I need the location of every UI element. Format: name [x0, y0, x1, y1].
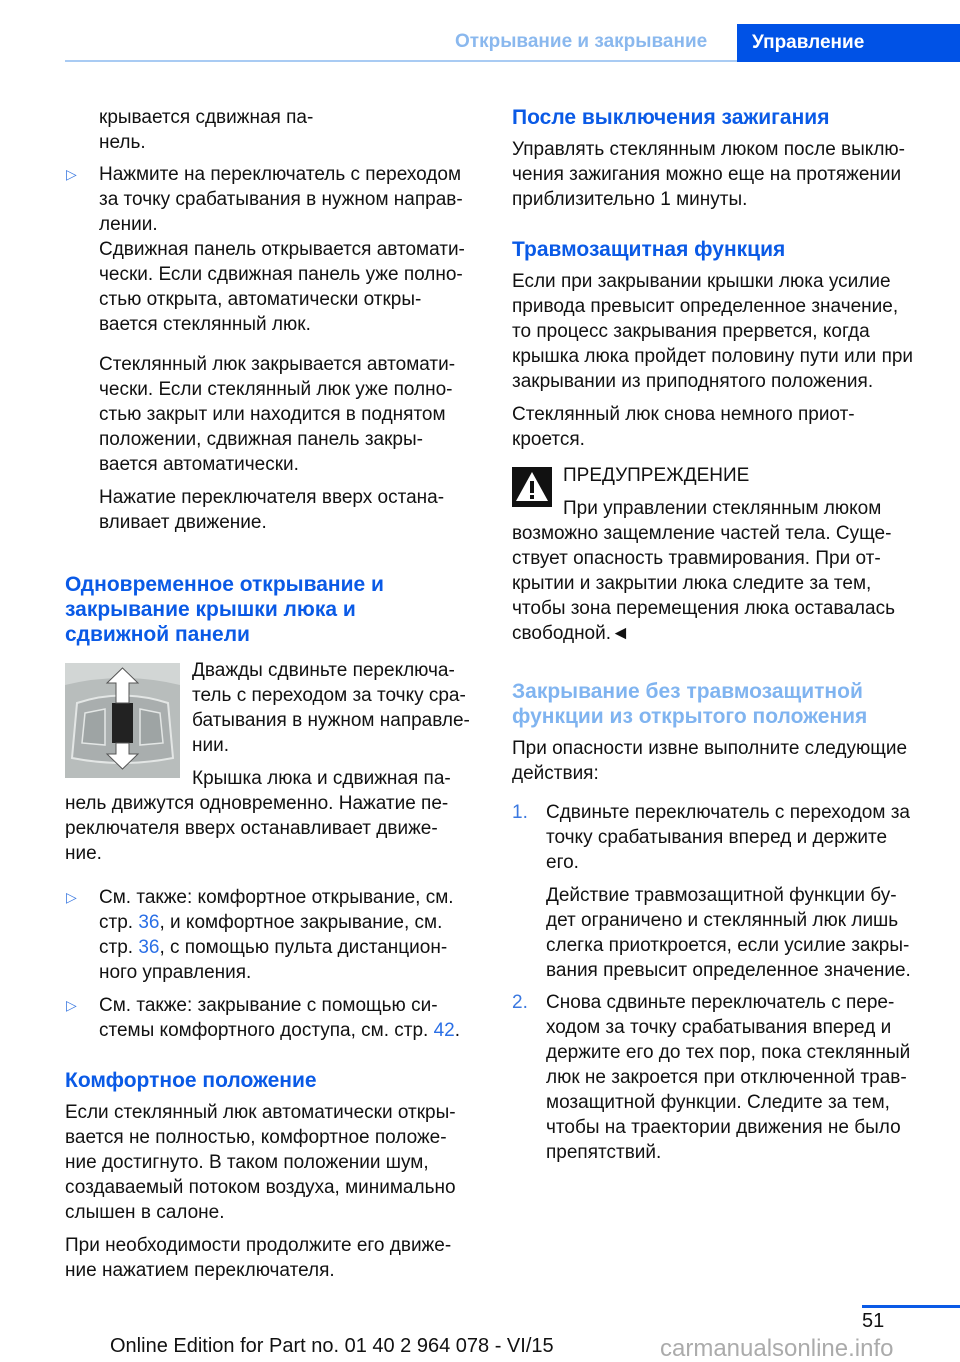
paragraph: крывается сдвижная па- нель.	[99, 107, 314, 153]
warning-text: При управлении стеклянным люком возможно защемление частей тела. Суще- ствует опасность травмирования. При от- крытии и закрытии люка следите за тем, чтобы зона перемещения люка оставалась свободной.◄	[512, 498, 895, 644]
bullet-icon: ▷	[66, 166, 77, 182]
page-link[interactable]: 36	[138, 912, 160, 933]
header-rule	[65, 60, 737, 62]
page-number: 51	[862, 1310, 885, 1332]
bullet-item	[99, 993, 460, 1043]
section-heading: Травмозащитная функция	[512, 238, 786, 261]
footer-rule	[862, 1305, 960, 1308]
section-heading: После выключения зажигания	[512, 106, 830, 129]
paragraph: Управлять стеклянным люком после выклю- чения зажигания можно еще на протяжении приблизительно 1 минуты.	[512, 139, 905, 210]
warning-title: ПРЕДУПРЕЖДЕНИЕ	[563, 465, 750, 486]
section-heading: Закрывание без травмозащитной функции из открытого положения	[512, 680, 868, 728]
header-section-title[interactable]: Открывание и закрывание	[455, 31, 708, 52]
step-text: Сдвиньте переключатель с переходом за точку срабатывания вперед и держите его.	[546, 802, 910, 873]
paragraph: Стеклянный люк снова немного приот- кроется.	[512, 404, 855, 450]
paragraph: При опасности извне выполните следующие действия:	[512, 738, 908, 784]
text: .	[454, 1020, 461, 1041]
paragraph: Если при закрывании крышки люка усилие привода превысит определенное значение, то процесс закрывания прервется, когда крышка люка пройдет половину пути или при закрывании из приподнятого положения.	[512, 271, 914, 392]
text: См. также: комфортное открывание, см. стр.	[99, 887, 454, 933]
step-text: Снова сдвиньте переключатель с пере- ходом за точку срабатывания вперед и держите его до тех пор, пока стеклянный люк не закроется при отключенной трав- мозащитной функции. Следите за тем, чтобы на траектории движения не было препятствий.	[546, 992, 911, 1163]
switch-illustration	[65, 663, 180, 778]
text: , и комфортное закрывание, см. стр.	[99, 912, 443, 958]
bullet-icon: ▷	[66, 889, 77, 905]
paragraph: Сдвижная панель открывается автомати- чески. Если сдвижная панель уже полно- стью открыта, автоматически откры- вается стеклянный люк.	[99, 239, 465, 335]
step-number: 1.	[512, 802, 528, 823]
bullet-icon: ▷	[66, 997, 77, 1013]
step-number: 2.	[512, 992, 528, 1013]
section-heading: Комфортное положение	[65, 1069, 317, 1092]
paragraph: Если стеклянный люк автоматически откры- вается не полностью, комфортное положе- ние достигнуто. В таком положении шум, создаваемый потоком воздуха, минимально слышен в салоне.	[65, 1102, 456, 1223]
paragraph: Стеклянный люк закрывается автомати- чески. Если стеклянный люк уже полно- стью закрыт или находится в поднятом положении, сдвижная панель закры- вается автоматически.	[99, 354, 456, 475]
footer-edition: Online Edition for Part no. 01 40 2 964 078 - VI/15	[110, 1335, 554, 1357]
text: , с помощью пульта дистанцион- ного управления.	[99, 937, 448, 983]
paragraph: Дважды сдвиньте переключа- тель с переходом за точку сра- батывания в нужном направле- нии.	[192, 660, 470, 756]
step-note: Действие травмозащитной функции бу- дет ограничено и стеклянный люк лишь слегка приоткроется, если усилие закры- вания превысит определенное значение.	[546, 885, 911, 981]
section-heading: Одновременное открывание и закрывание крышки люка и сдвижной панели	[65, 573, 384, 646]
paragraph: Крышка люка и сдвижная па- нель движутся одновременно. Нажатие пе- реключателя вверх останавливает движе- ние.	[65, 768, 451, 864]
page-link[interactable]: 36	[138, 937, 160, 958]
watermark: carmanualsonline.info	[660, 1335, 894, 1362]
page-link[interactable]: 42	[433, 1020, 455, 1041]
bullet-item	[99, 885, 454, 985]
bullet-item: Нажмите на переключатель с переходом за точку срабатывания в нужном направ- лении.	[99, 164, 463, 235]
header-chapter-tab[interactable]: Управление	[737, 24, 960, 62]
paragraph: Нажатие переключателя вверх остана- вливает движение.	[99, 487, 445, 533]
text: См. также: закрывание с помощью си- стемы комфортного доступа, см. стр.	[99, 995, 438, 1041]
paragraph: При необходимости продолжите его движе- ние нажатием переключателя.	[65, 1235, 452, 1281]
